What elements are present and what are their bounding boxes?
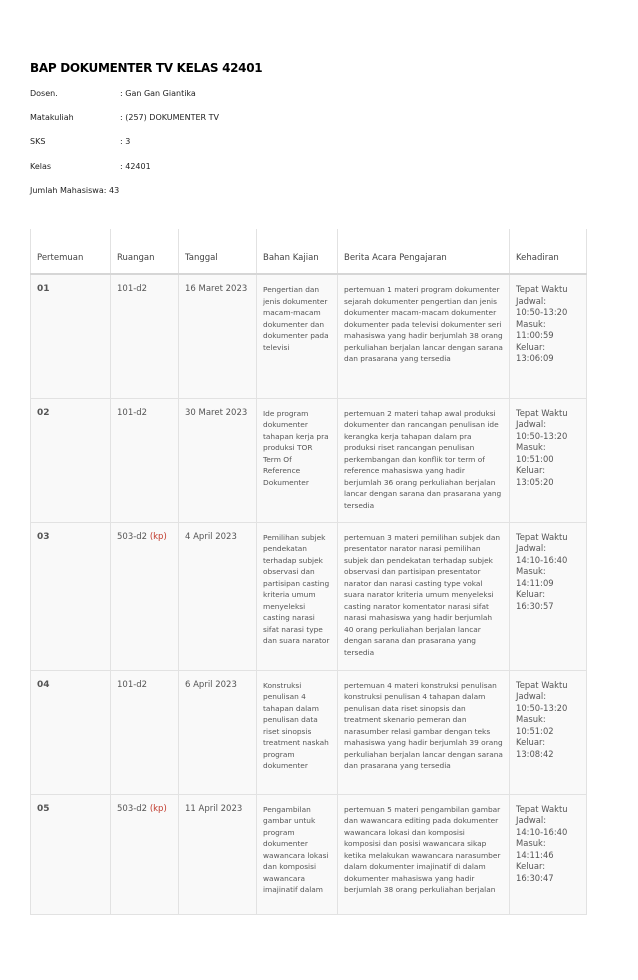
check-out-label: Keluar:: [516, 341, 546, 352]
check-in-time: 10:51:00: [516, 453, 554, 464]
check-in-label: Masuk:: [516, 714, 546, 724]
room-code: 101-d2: [117, 284, 148, 294]
attendance-status: Tepat Waktu: [516, 407, 568, 418]
cell-berita-acara: pertemuan 4 materi konstruksi penulisan konstruksi penulisan 4 tahapan dalam penulisan data riset sinopsis dan treatment skenario pemeran dan narasumber relasi gambar dengan teks mahasiswa yang hadir berjumlah 39 orang perkuliahan berjalan lancar dengan sarana dan prasarana yang tersedia: [338, 670, 510, 794]
check-in-time: 10:51:02: [516, 725, 554, 736]
bap-table: [30, 229, 587, 915]
cell-berita-acara: pertemuan 3 materi pemilihan subjek dan presentator narator narasi pemilihan subjek dan pendekatan terhadap subjek observasi dan partisipan presentator narator dan narasi casting type vokal suara narator kriteria umum menyeleksi casting narator komentator narasi sifat narasi mahasiswa yang hadir berjumlah 40 orang perkuliahan berjalan lancar dengan sarana dan prasarana yang tersedia: [338, 522, 510, 670]
info-label: SKS: [30, 137, 46, 146]
cell-pertemuan: 02: [31, 398, 111, 522]
schedule-time: 10:50-13:20: [516, 702, 568, 713]
kp-badge: (kp): [149, 803, 167, 814]
cell-bahan-kajian: Pengambilan gambar untuk program dokumenter wawancara lokasi dan komposisi wawancara imajinatif dalam: [257, 794, 338, 914]
check-out-label: Keluar:: [516, 465, 546, 475]
cell-kehadiran: [510, 670, 587, 794]
room-code: 101-d2: [117, 407, 148, 418]
info-row-kelas: [30, 162, 151, 171]
cell-kehadiran: [510, 274, 587, 398]
attendance-status: Tepat Waktu: [516, 679, 568, 690]
cell-tanggal: 11 April 2023: [179, 794, 257, 914]
document-title: BAP DOKUMENTER TV KELAS 42401: [30, 61, 263, 75]
header-ruangan: Ruangan: [111, 229, 179, 274]
cell-tanggal: 16 Maret 2023: [179, 274, 257, 398]
check-out-label: Keluar:: [516, 589, 546, 599]
info-row-matakuliah: [30, 113, 219, 122]
check-out-label: Keluar:: [516, 737, 546, 747]
info-value: : 3: [120, 137, 131, 146]
info-label: Matakuliah: [30, 113, 74, 122]
check-in-label: Masuk:: [516, 442, 546, 452]
schedule-time: 14:10-16:40: [516, 554, 568, 565]
header-kehadiran: Kehadiran: [510, 229, 587, 274]
check-in-time: 11:00:59: [516, 330, 554, 340]
cell-ruangan: [111, 670, 179, 794]
table-row: [31, 670, 587, 794]
cell-ruangan: [111, 398, 179, 522]
room-code: 503-d2: [117, 531, 148, 542]
info-label: Kelas: [30, 162, 52, 171]
info-value: : (257) DOKUMENTER TV: [120, 113, 219, 122]
check-in-label: Masuk:: [516, 318, 546, 329]
cell-berita-acara: pertemuan 2 materi tahap awal produksi dokumenter dan rancangan penulisan ide kerangka kerja tahapan dalam pra produksi riset rancangan penulisan perkembangan dan konflik tor term of reference mahasiswa yang hadir berjumlah 36 orang perkuliahan berjalan lancar dengan sarana dan prasarana yang tersedia: [338, 398, 510, 522]
attendance-status: Tepat Waktu: [516, 284, 568, 294]
cell-kehadiran: [510, 794, 587, 914]
cell-kehadiran: [510, 522, 587, 670]
cell-ruangan: [111, 794, 179, 914]
cell-bahan-kajian: Pengertian dan jenis dokumenter macam-macam dokumenter dan dokumenter pada televisi: [257, 274, 338, 398]
cell-ruangan: [111, 522, 179, 670]
info-value: : Gan Gan Giantika: [120, 89, 196, 98]
schedule-time: 10:50-13:20: [516, 430, 568, 441]
cell-kehadiran: [510, 398, 587, 522]
cell-pertemuan: 05: [31, 794, 111, 914]
schedule-label: Jadwal:: [516, 543, 547, 553]
check-out-time: 16:30:47: [516, 872, 554, 883]
header-berita-acara: Berita Acara Pengajaran: [338, 229, 510, 274]
table-row: [31, 398, 587, 522]
schedule-label: Jadwal:: [516, 691, 547, 701]
header-pertemuan: Pertemuan: [31, 229, 111, 274]
check-out-time: 13:08:42: [516, 748, 554, 759]
check-in-time: 14:11:46: [516, 849, 554, 860]
check-in-label: Masuk:: [516, 838, 546, 848]
attendance-status: Tepat Waktu: [516, 531, 568, 542]
check-in-time: 14:11:09: [516, 577, 554, 588]
check-out-time: 13:06:09: [516, 353, 554, 363]
check-out-label: Keluar:: [516, 861, 546, 871]
schedule-label: Jadwal:: [516, 815, 547, 825]
table-header-row: [31, 229, 587, 274]
info-label: Jumlah Mahasiswa: [30, 186, 104, 195]
info-value: : 42401: [120, 162, 151, 171]
table-row: [31, 522, 587, 670]
cell-bahan-kajian: Pemilihan subjek pendekatan terhadap subjek observasi dan partisipan casting kriteria umum menyeleksi casting narasi sifat narasi type dan suara narator: [257, 522, 338, 670]
info-row-dosen: [30, 89, 196, 98]
table-row: [31, 794, 587, 914]
check-out-time: 13:05:20: [516, 476, 554, 487]
cell-tanggal: 4 April 2023: [179, 522, 257, 670]
cell-pertemuan: 01: [31, 274, 111, 398]
schedule-time: 14:10-16:40: [516, 826, 568, 837]
room-code: 503-d2: [117, 803, 148, 814]
cell-berita-acara: pertemuan 1 materi program dokumenter sejarah dokumenter pengertian dan jenis dokumenter macam-macam dokumenter dokumenter pada televisi dokumenter seri mahasiswa yang hadir berjumlah 38 orang perkuliahan berjalan lancar dengan sarana dan prasarana yang tersedia: [338, 274, 510, 398]
cell-pertemuan: 04: [31, 670, 111, 794]
cell-pertemuan: 03: [31, 522, 111, 670]
room-code: 101-d2: [117, 679, 148, 690]
cell-tanggal: 30 Maret 2023: [179, 398, 257, 522]
info-row-sks: [30, 137, 130, 146]
info-row-jumlah-mahasiswa: [30, 186, 119, 195]
info-label: Dosen.: [30, 89, 58, 98]
schedule-label: Jadwal:: [516, 419, 547, 429]
schedule-time: 10:50-13:20: [516, 307, 568, 317]
header-tanggal: Tanggal: [179, 229, 257, 274]
cell-bahan-kajian: Ide program dokumenter tahapan kerja pra produksi TOR Term Of Reference Dokumenter: [257, 398, 338, 522]
table-row: [31, 274, 587, 398]
header-bahan-kajian: Bahan Kajian: [257, 229, 338, 274]
check-out-time: 16:30:57: [516, 600, 554, 611]
check-in-label: Masuk:: [516, 566, 546, 576]
info-value: : 43: [103, 186, 120, 195]
cell-bahan-kajian: Konstruksi penulisan 4 tahapan dalam penulisan data riset sinopsis treatment naskah program dokumenter: [257, 670, 338, 794]
cell-ruangan: [111, 274, 179, 398]
kp-badge: (kp): [149, 531, 167, 542]
schedule-label: Jadwal:: [516, 295, 547, 306]
cell-tanggal: 6 April 2023: [179, 670, 257, 794]
cell-berita-acara: pertemuan 5 materi pengambilan gambar dan wawancara editing pada dokumenter wawancara lokasi dan komposisi komposisi dan posisi wawancara sikap ketika melakukan wawancara narasumber dalam dokumenter imajinatif di dalam dokumenter mahasiswa yang hadir berjumlah 38 orang perkuliahan berjalan: [338, 794, 510, 914]
attendance-status: Tepat Waktu: [516, 803, 568, 814]
